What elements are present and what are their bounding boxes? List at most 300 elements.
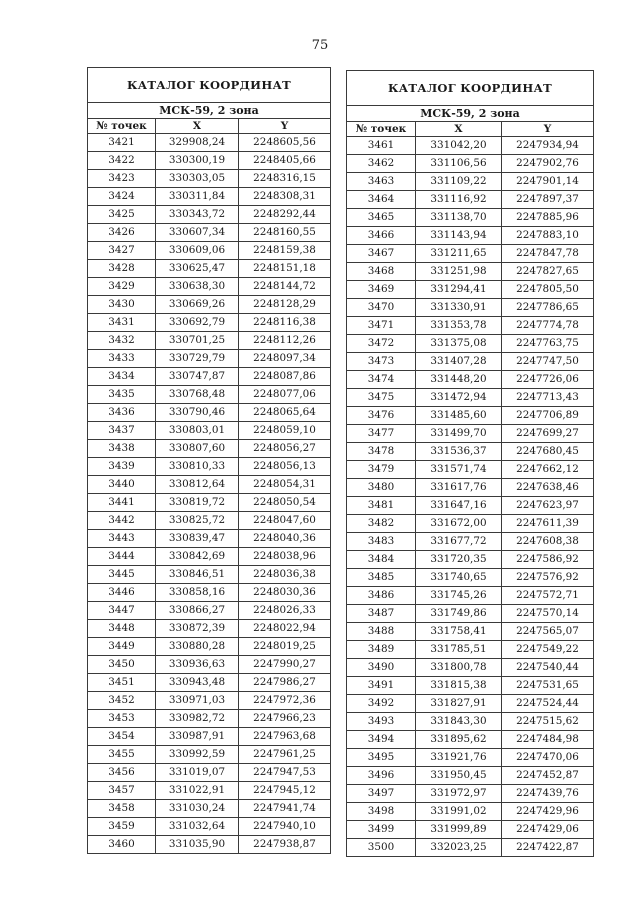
x-coordinate-cell: 331251,98 bbox=[416, 263, 502, 281]
x-coordinate-cell: 330846,51 bbox=[156, 566, 239, 584]
y-coordinate-cell: 2247531,65 bbox=[502, 677, 594, 695]
point-number-cell: 3466 bbox=[347, 227, 416, 245]
y-coordinate-cell: 2247713,43 bbox=[502, 389, 594, 407]
table-row bbox=[88, 494, 331, 512]
y-coordinate-cell: 2247897,37 bbox=[502, 191, 594, 209]
x-coordinate-cell: 330803,01 bbox=[156, 422, 239, 440]
point-number-cell: 3432 bbox=[88, 332, 156, 350]
table-row bbox=[347, 227, 594, 245]
table-row bbox=[88, 620, 331, 638]
point-number-cell: 3453 bbox=[88, 710, 156, 728]
y-coordinate-cell: 2248144,72 bbox=[239, 278, 331, 296]
x-coordinate-cell: 330936,63 bbox=[156, 656, 239, 674]
table-row bbox=[88, 638, 331, 656]
x-coordinate-cell: 331720,35 bbox=[416, 551, 502, 569]
point-number-cell: 3494 bbox=[347, 731, 416, 749]
catalog-title: КАТАЛОГ КООРДИНАТ bbox=[88, 68, 331, 103]
x-coordinate-cell: 330638,30 bbox=[156, 278, 239, 296]
point-number-cell: 3478 bbox=[347, 443, 416, 461]
column-header-point-number: № точек bbox=[88, 119, 156, 134]
x-coordinate-cell: 331749,86 bbox=[416, 605, 502, 623]
x-coordinate-cell: 330810,33 bbox=[156, 458, 239, 476]
y-coordinate-cell: 2248087,86 bbox=[239, 368, 331, 386]
point-number-cell: 3484 bbox=[347, 551, 416, 569]
point-number-cell: 3472 bbox=[347, 335, 416, 353]
point-number-cell: 3424 bbox=[88, 188, 156, 206]
y-coordinate-cell: 2247972,36 bbox=[239, 692, 331, 710]
x-coordinate-cell: 331407,28 bbox=[416, 353, 502, 371]
x-coordinate-cell: 331375,08 bbox=[416, 335, 502, 353]
y-coordinate-cell: 2248128,29 bbox=[239, 296, 331, 314]
point-number-cell: 3452 bbox=[88, 692, 156, 710]
x-coordinate-cell: 330669,26 bbox=[156, 296, 239, 314]
table-row bbox=[347, 803, 594, 821]
y-coordinate-cell: 2247963,68 bbox=[239, 728, 331, 746]
y-coordinate-cell: 2248292,44 bbox=[239, 206, 331, 224]
point-number-cell: 3463 bbox=[347, 173, 416, 191]
table-row bbox=[88, 602, 331, 620]
point-number-cell: 3477 bbox=[347, 425, 416, 443]
y-coordinate-cell: 2247515,62 bbox=[502, 713, 594, 731]
table-row bbox=[88, 386, 331, 404]
x-coordinate-cell: 331999,89 bbox=[416, 821, 502, 839]
table-row bbox=[347, 137, 594, 155]
y-coordinate-cell: 2247945,12 bbox=[239, 782, 331, 800]
x-coordinate-cell: 331485,60 bbox=[416, 407, 502, 425]
y-coordinate-cell: 2247638,46 bbox=[502, 479, 594, 497]
point-number-cell: 3448 bbox=[88, 620, 156, 638]
x-coordinate-cell: 330880,28 bbox=[156, 638, 239, 656]
x-coordinate-cell: 330607,34 bbox=[156, 224, 239, 242]
x-coordinate-cell: 331672,00 bbox=[416, 515, 502, 533]
y-coordinate-cell: 2248022,94 bbox=[239, 620, 331, 638]
y-coordinate-cell: 2247570,14 bbox=[502, 605, 594, 623]
x-coordinate-cell: 330839,47 bbox=[156, 530, 239, 548]
x-coordinate-cell: 331815,38 bbox=[416, 677, 502, 695]
point-number-cell: 3491 bbox=[347, 677, 416, 695]
point-number-cell: 3496 bbox=[347, 767, 416, 785]
y-coordinate-cell: 2247901,14 bbox=[502, 173, 594, 191]
x-coordinate-cell: 331330,91 bbox=[416, 299, 502, 317]
x-coordinate-cell: 330858,16 bbox=[156, 584, 239, 602]
table-row bbox=[88, 476, 331, 494]
y-coordinate-cell: 2247883,10 bbox=[502, 227, 594, 245]
point-number-cell: 3457 bbox=[88, 782, 156, 800]
x-coordinate-cell: 331950,45 bbox=[416, 767, 502, 785]
point-number-cell: 3426 bbox=[88, 224, 156, 242]
x-coordinate-cell: 331448,20 bbox=[416, 371, 502, 389]
y-coordinate-cell: 2247611,39 bbox=[502, 515, 594, 533]
point-number-cell: 3425 bbox=[88, 206, 156, 224]
x-coordinate-cell: 331294,41 bbox=[416, 281, 502, 299]
point-number-cell: 3492 bbox=[347, 695, 416, 713]
y-coordinate-cell: 2248097,34 bbox=[239, 350, 331, 368]
y-coordinate-cell: 2248056,27 bbox=[239, 440, 331, 458]
table-row bbox=[347, 443, 594, 461]
column-header-y: Y bbox=[502, 122, 594, 137]
x-coordinate-cell: 331758,41 bbox=[416, 623, 502, 641]
coordinate-catalog-left bbox=[87, 67, 331, 854]
y-coordinate-cell: 2247938,87 bbox=[239, 836, 331, 854]
y-coordinate-cell: 2247747,50 bbox=[502, 353, 594, 371]
y-coordinate-cell: 2247439,76 bbox=[502, 785, 594, 803]
point-number-cell: 3474 bbox=[347, 371, 416, 389]
x-coordinate-cell: 331032,64 bbox=[156, 818, 239, 836]
y-coordinate-cell: 2247699,27 bbox=[502, 425, 594, 443]
y-coordinate-cell: 2248065,64 bbox=[239, 404, 331, 422]
point-number-cell: 3465 bbox=[347, 209, 416, 227]
point-number-cell: 3438 bbox=[88, 440, 156, 458]
y-coordinate-cell: 2247470,06 bbox=[502, 749, 594, 767]
point-number-cell: 3487 bbox=[347, 605, 416, 623]
x-coordinate-cell: 331895,62 bbox=[416, 731, 502, 749]
x-coordinate-cell: 331785,51 bbox=[416, 641, 502, 659]
table-row bbox=[88, 512, 331, 530]
point-number-cell: 3481 bbox=[347, 497, 416, 515]
point-number-cell: 3428 bbox=[88, 260, 156, 278]
y-coordinate-cell: 2248160,55 bbox=[239, 224, 331, 242]
point-number-cell: 3446 bbox=[88, 584, 156, 602]
point-number-cell: 3431 bbox=[88, 314, 156, 332]
table-row bbox=[347, 785, 594, 803]
y-coordinate-cell: 2247805,50 bbox=[502, 281, 594, 299]
point-number-cell: 3461 bbox=[347, 137, 416, 155]
point-number-cell: 3497 bbox=[347, 785, 416, 803]
x-coordinate-cell: 332023,25 bbox=[416, 839, 502, 857]
point-number-cell: 3421 bbox=[88, 134, 156, 152]
table-row bbox=[347, 731, 594, 749]
point-number-cell: 3470 bbox=[347, 299, 416, 317]
table-row bbox=[88, 188, 331, 206]
point-number-cell: 3440 bbox=[88, 476, 156, 494]
point-number-cell: 3430 bbox=[88, 296, 156, 314]
y-coordinate-cell: 2248050,54 bbox=[239, 494, 331, 512]
y-coordinate-cell: 2247947,53 bbox=[239, 764, 331, 782]
y-coordinate-cell: 2248308,31 bbox=[239, 188, 331, 206]
y-coordinate-cell: 2247902,76 bbox=[502, 155, 594, 173]
table-row bbox=[88, 368, 331, 386]
table-row bbox=[88, 548, 331, 566]
y-coordinate-cell: 2247452,87 bbox=[502, 767, 594, 785]
x-coordinate-cell: 331019,07 bbox=[156, 764, 239, 782]
x-coordinate-cell: 331353,78 bbox=[416, 317, 502, 335]
y-coordinate-cell: 2247706,89 bbox=[502, 407, 594, 425]
x-coordinate-cell: 331143,94 bbox=[416, 227, 502, 245]
table-row bbox=[88, 350, 331, 368]
point-number-cell: 3467 bbox=[347, 245, 416, 263]
table-row bbox=[347, 677, 594, 695]
table-row bbox=[347, 263, 594, 281]
x-coordinate-cell: 331022,91 bbox=[156, 782, 239, 800]
table-row bbox=[347, 407, 594, 425]
x-coordinate-cell: 331647,16 bbox=[416, 497, 502, 515]
x-coordinate-cell: 331677,72 bbox=[416, 533, 502, 551]
table-row bbox=[347, 695, 594, 713]
table-row bbox=[88, 458, 331, 476]
point-number-cell: 3493 bbox=[347, 713, 416, 731]
catalog-zone: МСК-59, 2 зона bbox=[347, 106, 594, 122]
x-coordinate-cell: 330982,72 bbox=[156, 710, 239, 728]
table-row bbox=[88, 782, 331, 800]
table-row bbox=[347, 299, 594, 317]
point-number-cell: 3451 bbox=[88, 674, 156, 692]
y-coordinate-cell: 2247549,22 bbox=[502, 641, 594, 659]
x-coordinate-cell: 330971,03 bbox=[156, 692, 239, 710]
x-coordinate-cell: 330768,48 bbox=[156, 386, 239, 404]
point-number-cell: 3495 bbox=[347, 749, 416, 767]
point-number-cell: 3437 bbox=[88, 422, 156, 440]
y-coordinate-cell: 2248038,96 bbox=[239, 548, 331, 566]
table-row bbox=[88, 656, 331, 674]
table-row bbox=[347, 281, 594, 299]
point-number-cell: 3456 bbox=[88, 764, 156, 782]
x-coordinate-cell: 331617,76 bbox=[416, 479, 502, 497]
x-coordinate-cell: 331991,02 bbox=[416, 803, 502, 821]
table-row bbox=[347, 497, 594, 515]
point-number-cell: 3479 bbox=[347, 461, 416, 479]
page-number: 75 bbox=[311, 38, 329, 53]
y-coordinate-cell: 2247966,23 bbox=[239, 710, 331, 728]
x-coordinate-cell: 331571,74 bbox=[416, 461, 502, 479]
point-number-cell: 3422 bbox=[88, 152, 156, 170]
table-row bbox=[88, 764, 331, 782]
table-row bbox=[88, 836, 331, 854]
x-coordinate-cell: 331843,30 bbox=[416, 713, 502, 731]
point-number-cell: 3427 bbox=[88, 242, 156, 260]
table-row bbox=[88, 224, 331, 242]
x-coordinate-cell: 330866,27 bbox=[156, 602, 239, 620]
y-coordinate-cell: 2247827,65 bbox=[502, 263, 594, 281]
y-coordinate-cell: 2247940,10 bbox=[239, 818, 331, 836]
x-coordinate-cell: 330729,79 bbox=[156, 350, 239, 368]
x-coordinate-cell: 331740,65 bbox=[416, 569, 502, 587]
table-row bbox=[347, 191, 594, 209]
point-number-cell: 3433 bbox=[88, 350, 156, 368]
y-coordinate-cell: 2247565,07 bbox=[502, 623, 594, 641]
x-coordinate-cell: 331745,26 bbox=[416, 587, 502, 605]
table-row bbox=[347, 551, 594, 569]
table-row bbox=[88, 422, 331, 440]
table-row bbox=[88, 440, 331, 458]
point-number-cell: 3471 bbox=[347, 317, 416, 335]
point-number-cell: 3441 bbox=[88, 494, 156, 512]
x-coordinate-cell: 331921,76 bbox=[416, 749, 502, 767]
point-number-cell: 3435 bbox=[88, 386, 156, 404]
x-coordinate-cell: 330825,72 bbox=[156, 512, 239, 530]
x-coordinate-cell: 330300,19 bbox=[156, 152, 239, 170]
y-coordinate-cell: 2247429,06 bbox=[502, 821, 594, 839]
y-coordinate-cell: 2247941,74 bbox=[239, 800, 331, 818]
x-coordinate-cell: 331116,92 bbox=[416, 191, 502, 209]
x-coordinate-cell: 330812,64 bbox=[156, 476, 239, 494]
y-coordinate-cell: 2248054,31 bbox=[239, 476, 331, 494]
table-row bbox=[88, 728, 331, 746]
x-coordinate-cell: 330692,79 bbox=[156, 314, 239, 332]
point-number-cell: 3444 bbox=[88, 548, 156, 566]
table-row bbox=[88, 746, 331, 764]
table-row bbox=[347, 173, 594, 191]
point-number-cell: 3476 bbox=[347, 407, 416, 425]
table-row bbox=[347, 317, 594, 335]
y-coordinate-cell: 2248112,26 bbox=[239, 332, 331, 350]
point-number-cell: 3500 bbox=[347, 839, 416, 857]
y-coordinate-cell: 2247726,06 bbox=[502, 371, 594, 389]
catalog-rows bbox=[347, 137, 594, 857]
x-coordinate-cell: 330819,72 bbox=[156, 494, 239, 512]
point-number-cell: 3485 bbox=[347, 569, 416, 587]
column-header-point-number: № точек bbox=[347, 122, 416, 137]
table-row bbox=[347, 821, 594, 839]
table-row bbox=[88, 206, 331, 224]
table-row bbox=[88, 584, 331, 602]
table-row bbox=[88, 710, 331, 728]
x-coordinate-cell: 331211,65 bbox=[416, 245, 502, 263]
table-row bbox=[88, 314, 331, 332]
table-row bbox=[347, 479, 594, 497]
point-number-cell: 3459 bbox=[88, 818, 156, 836]
y-coordinate-cell: 2248077,06 bbox=[239, 386, 331, 404]
point-number-cell: 3482 bbox=[347, 515, 416, 533]
table-row bbox=[347, 533, 594, 551]
y-coordinate-cell: 2248019,25 bbox=[239, 638, 331, 656]
point-number-cell: 3480 bbox=[347, 479, 416, 497]
table-row bbox=[347, 389, 594, 407]
catalog-rows bbox=[88, 134, 331, 854]
y-coordinate-cell: 2248030,36 bbox=[239, 584, 331, 602]
x-coordinate-cell: 331035,90 bbox=[156, 836, 239, 854]
x-coordinate-cell: 330872,39 bbox=[156, 620, 239, 638]
table-row bbox=[347, 749, 594, 767]
y-coordinate-cell: 2247680,45 bbox=[502, 443, 594, 461]
y-coordinate-cell: 2248605,56 bbox=[239, 134, 331, 152]
table-row bbox=[347, 605, 594, 623]
column-header-x: X bbox=[416, 122, 502, 137]
table-row bbox=[88, 278, 331, 296]
y-coordinate-cell: 2248056,13 bbox=[239, 458, 331, 476]
table-row bbox=[347, 371, 594, 389]
table-row bbox=[347, 767, 594, 785]
x-coordinate-cell: 331138,70 bbox=[416, 209, 502, 227]
x-coordinate-cell: 330303,05 bbox=[156, 170, 239, 188]
table-row bbox=[347, 353, 594, 371]
point-number-cell: 3499 bbox=[347, 821, 416, 839]
x-coordinate-cell: 329908,24 bbox=[156, 134, 239, 152]
table-row bbox=[88, 692, 331, 710]
coordinate-catalog-right bbox=[346, 70, 594, 857]
column-header-x: X bbox=[156, 119, 239, 134]
table-row bbox=[88, 332, 331, 350]
x-coordinate-cell: 331499,70 bbox=[416, 425, 502, 443]
table-row bbox=[347, 659, 594, 677]
table-row bbox=[88, 242, 331, 260]
table-row bbox=[88, 800, 331, 818]
point-number-cell: 3439 bbox=[88, 458, 156, 476]
catalog-title: КАТАЛОГ КООРДИНАТ bbox=[347, 71, 594, 106]
point-number-cell: 3469 bbox=[347, 281, 416, 299]
y-coordinate-cell: 2247763,75 bbox=[502, 335, 594, 353]
x-coordinate-cell: 331536,37 bbox=[416, 443, 502, 461]
point-number-cell: 3455 bbox=[88, 746, 156, 764]
table-row bbox=[88, 404, 331, 422]
table-row bbox=[88, 530, 331, 548]
table-row bbox=[347, 245, 594, 263]
y-coordinate-cell: 2248047,60 bbox=[239, 512, 331, 530]
point-number-cell: 3429 bbox=[88, 278, 156, 296]
y-coordinate-cell: 2248316,15 bbox=[239, 170, 331, 188]
y-coordinate-cell: 2247934,94 bbox=[502, 137, 594, 155]
table-row bbox=[347, 713, 594, 731]
column-header-y: Y bbox=[239, 119, 331, 134]
point-number-cell: 3483 bbox=[347, 533, 416, 551]
x-coordinate-cell: 330987,91 bbox=[156, 728, 239, 746]
x-coordinate-cell: 331106,56 bbox=[416, 155, 502, 173]
y-coordinate-cell: 2247422,87 bbox=[502, 839, 594, 857]
point-number-cell: 3458 bbox=[88, 800, 156, 818]
table-row bbox=[347, 587, 594, 605]
point-number-cell: 3486 bbox=[347, 587, 416, 605]
x-coordinate-cell: 331972,97 bbox=[416, 785, 502, 803]
table-row bbox=[347, 569, 594, 587]
point-number-cell: 3450 bbox=[88, 656, 156, 674]
point-number-cell: 3442 bbox=[88, 512, 156, 530]
y-coordinate-cell: 2247586,92 bbox=[502, 551, 594, 569]
y-coordinate-cell: 2247608,38 bbox=[502, 533, 594, 551]
x-coordinate-cell: 330343,72 bbox=[156, 206, 239, 224]
y-coordinate-cell: 2247576,92 bbox=[502, 569, 594, 587]
x-coordinate-cell: 330747,87 bbox=[156, 368, 239, 386]
y-coordinate-cell: 2247986,27 bbox=[239, 674, 331, 692]
table-row bbox=[347, 155, 594, 173]
x-coordinate-cell: 330609,06 bbox=[156, 242, 239, 260]
y-coordinate-cell: 2248405,66 bbox=[239, 152, 331, 170]
table-row bbox=[347, 461, 594, 479]
point-number-cell: 3498 bbox=[347, 803, 416, 821]
y-coordinate-cell: 2247786,65 bbox=[502, 299, 594, 317]
y-coordinate-cell: 2247623,97 bbox=[502, 497, 594, 515]
table-row bbox=[88, 674, 331, 692]
y-coordinate-cell: 2248059,10 bbox=[239, 422, 331, 440]
y-coordinate-cell: 2247774,78 bbox=[502, 317, 594, 335]
point-number-cell: 3488 bbox=[347, 623, 416, 641]
point-number-cell: 3460 bbox=[88, 836, 156, 854]
point-number-cell: 3436 bbox=[88, 404, 156, 422]
table-row bbox=[347, 623, 594, 641]
x-coordinate-cell: 331109,22 bbox=[416, 173, 502, 191]
table-row bbox=[88, 818, 331, 836]
y-coordinate-cell: 2247847,78 bbox=[502, 245, 594, 263]
x-coordinate-cell: 331030,24 bbox=[156, 800, 239, 818]
point-number-cell: 3454 bbox=[88, 728, 156, 746]
y-coordinate-cell: 2247990,27 bbox=[239, 656, 331, 674]
point-number-cell: 3462 bbox=[347, 155, 416, 173]
x-coordinate-cell: 331042,20 bbox=[416, 137, 502, 155]
x-coordinate-cell: 330701,25 bbox=[156, 332, 239, 350]
point-number-cell: 3434 bbox=[88, 368, 156, 386]
table-row bbox=[88, 260, 331, 278]
point-number-cell: 3445 bbox=[88, 566, 156, 584]
table-row bbox=[88, 134, 331, 152]
point-number-cell: 3464 bbox=[347, 191, 416, 209]
x-coordinate-cell: 331800,78 bbox=[416, 659, 502, 677]
point-number-cell: 3475 bbox=[347, 389, 416, 407]
table-row bbox=[88, 170, 331, 188]
y-coordinate-cell: 2248040,36 bbox=[239, 530, 331, 548]
y-coordinate-cell: 2247524,44 bbox=[502, 695, 594, 713]
y-coordinate-cell: 2248026,33 bbox=[239, 602, 331, 620]
point-number-cell: 3468 bbox=[347, 263, 416, 281]
x-coordinate-cell: 330625,47 bbox=[156, 260, 239, 278]
x-coordinate-cell: 331827,91 bbox=[416, 695, 502, 713]
